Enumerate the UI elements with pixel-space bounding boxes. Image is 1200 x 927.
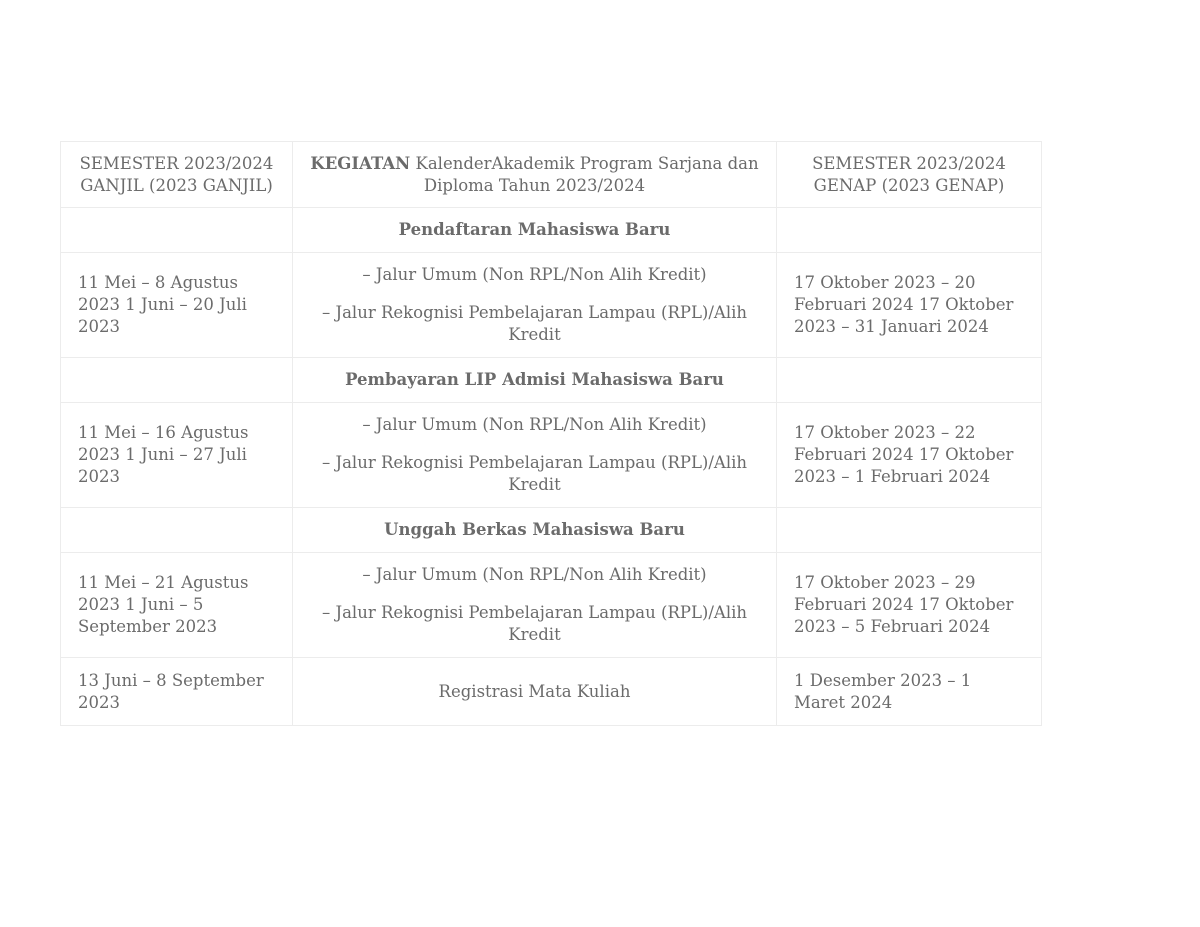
genap-dates: 17 Oktober 2023 – 20 Februari 2024 17 Oktober 2023 – 31 Januari 2024 xyxy=(777,253,1042,358)
genap-dates: 17 Oktober 2023 – 22 Februari 2024 17 Oktober 2023 – 1 Februari 2024 xyxy=(777,403,1042,508)
list-item: – Jalur Rekognisi Pembelajaran Lampau (RPL)/Alih Kredit xyxy=(321,603,748,644)
list-item: – Jalur Umum (Non RPL/Non Alih Kredit) xyxy=(362,265,707,284)
list-item: – Jalur Rekognisi Pembelajaran Lampau (RPL)/Alih Kredit xyxy=(321,453,748,494)
section-title-row xyxy=(61,358,1042,403)
ganjil-dates: 11 Mei – 21 Agustus 2023 1 Juni – 5 September 2023 xyxy=(61,553,293,658)
header-semester-genap: SEMESTER 2023/2024 GENAP (2023 GENAP) xyxy=(777,142,1042,208)
table-row xyxy=(61,553,1042,658)
list-item: – Jalur Rekognisi Pembelajaran Lampau (RPL)/Alih Kredit xyxy=(321,303,748,344)
ganjil-dates: 11 Mei – 8 Agustus 2023 1 Juni – 20 Juli 2023 xyxy=(61,253,293,358)
activity-items xyxy=(293,553,777,658)
header-kegiatan xyxy=(293,142,777,208)
ganjil-dates: 13 Juni – 8 September 2023 xyxy=(61,658,293,726)
section-title: Pendaftaran Mahasiswa Baru xyxy=(293,208,777,253)
activity-registration: Registrasi Mata Kuliah xyxy=(293,658,777,726)
section-title-row xyxy=(61,208,1042,253)
table-row xyxy=(61,403,1042,508)
ganjil-dates: 11 Mei – 16 Agustus 2023 1 Juni – 27 Juli 2023 xyxy=(61,403,293,508)
table-header-row xyxy=(61,142,1042,208)
genap-dates: 1 Desember 2023 – 1 Maret 2024 xyxy=(777,658,1042,726)
section-title: Unggah Berkas Mahasiswa Baru xyxy=(293,508,777,553)
academic-calendar-table xyxy=(60,141,1042,726)
header-kegiatan-bold: KEGIATAN xyxy=(310,153,411,173)
table-row xyxy=(61,658,1042,726)
activity-items xyxy=(293,253,777,358)
table-row xyxy=(61,253,1042,358)
genap-dates: 17 Oktober 2023 – 29 Februari 2024 17 Oktober 2023 – 5 Februari 2024 xyxy=(777,553,1042,658)
list-item: – Jalur Umum (Non RPL/Non Alih Kredit) xyxy=(362,415,707,434)
list-item: – Jalur Umum (Non RPL/Non Alih Kredit) xyxy=(362,565,707,584)
header-semester-ganjil: SEMESTER 2023/2024 GANJIL (2023 GANJIL) xyxy=(61,142,293,208)
section-title-row xyxy=(61,508,1042,553)
activity-items xyxy=(293,403,777,508)
header-kegiatan-text: KalenderAkademik Program Sarjana dan Diploma Tahun 2023/2024 xyxy=(410,153,759,195)
section-title: Pembayaran LIP Admisi Mahasiswa Baru xyxy=(293,358,777,403)
